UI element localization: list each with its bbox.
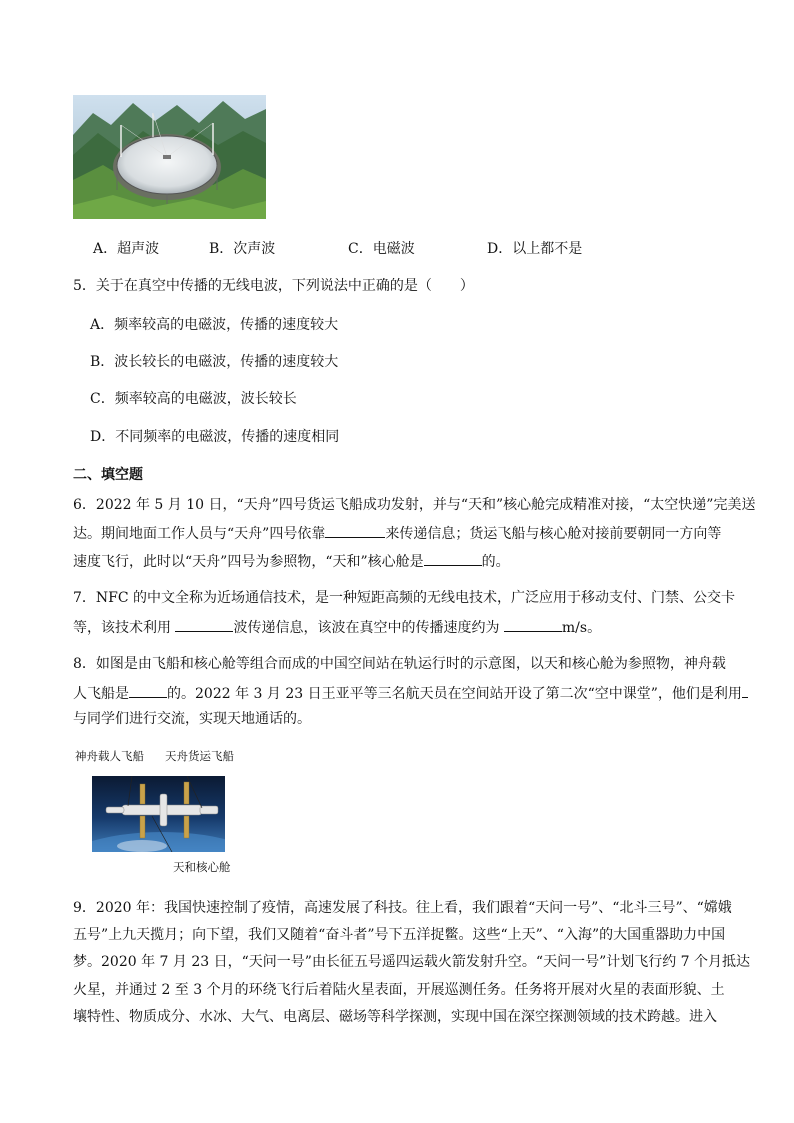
q5-option-c: C．频率较高的电磁波，波长较长 xyxy=(90,391,297,407)
q6-line-3-part-1: 速度飞行，此时以“天舟”四号为参照物，“天和”核心舱是 xyxy=(73,554,424,570)
q6-line-1: 6．2022 年 5 月 10 日，“天舟”四号货运飞船成功发射，并与“天和”核心舱完成精准对接，“太空快递”完美送 xyxy=(73,497,756,513)
q8-line-2-part-2: 的。2022 年 3 月 23 日王亚平等三名航天员在空间站开设了第二次“空中课堂”，他们是利用 xyxy=(167,686,742,702)
q7-blank-1[interactable] xyxy=(175,617,233,632)
q9-line-3: 梦。2020 年 7 月 23 日，“天问一号”由长征五号遥四运载火箭发射升空。“天问一号”计划飞行约 7 个月抵达 xyxy=(73,954,751,970)
q6-line-3-part-2: 的。 xyxy=(481,554,510,570)
figure-label-tianzhou: 天舟货运飞船 xyxy=(165,749,234,763)
q5-option-d: D．不同频率的电磁波，传播的速度相同 xyxy=(90,429,340,445)
q8-blank-1[interactable] xyxy=(129,683,167,698)
q8-line-2 xyxy=(73,683,748,703)
q6-line-2-part-1: 达。期间地面工作人员与“天舟”四号依靠 xyxy=(73,526,326,542)
figure-label-shenzhou: 神舟载人飞船 xyxy=(75,749,144,763)
fast-telescope-photo xyxy=(73,95,266,219)
q6-line-2-part-2: 来传递信息；货运飞船与核心舱对接前要朝同一方向等 xyxy=(385,526,722,542)
q6-blank-1[interactable] xyxy=(325,523,385,538)
q7-line-2-part-1: 等，该技术利用 xyxy=(73,620,176,636)
q4-option-d: D．以上都不是 xyxy=(487,241,583,257)
space-station-photo xyxy=(92,776,225,852)
q6-line-2 xyxy=(73,523,721,543)
q5-option-b: B．波长较长的电磁波，传播的速度较大 xyxy=(90,354,339,370)
q9-line-5: 壤特性、物质成分、水冰、大气、电离层、磁场等科学探测，实现中国在深空探测领域的技术跨越。进入 xyxy=(73,1009,717,1025)
q5-option-a: A．频率较高的电磁波，传播的速度较大 xyxy=(90,317,339,333)
figure-label-tianhe: 天和核心舱 xyxy=(173,860,231,874)
q9-line-4: 火星，并通过 2 至 3 个月的环绕飞行后着陆火星表面，开展巡测任务。任务将开展对火星的表面形貌、土 xyxy=(73,982,725,998)
q7-line-1: 7．NFC 的中文全称为近场通信技术，是一种短距高频的无线电技术，广泛应用于移动支付、门禁、公交卡 xyxy=(73,590,736,606)
q6-blank-2[interactable] xyxy=(424,551,482,566)
q8-blank-2[interactable] xyxy=(742,683,748,698)
section-heading-fill-in: 二、填空题 xyxy=(73,467,143,483)
q6-line-3 xyxy=(73,551,510,571)
q4-option-c: C．电磁波 xyxy=(348,241,415,257)
q9-line-2: 五号”上九天揽月；向下望，我们又随着“奋斗者”号下五洋捉鳖。这些“上天”、“入海”的大国重器助力中国 xyxy=(73,927,726,943)
q7-line-2-part-2: 波传递信息，该波在真空中的传播速度约为 xyxy=(233,620,504,636)
q7-line-2 xyxy=(73,617,601,637)
q8-line-1: 8．如图是由飞船和核心舱等组合而成的中国空间站在轨运行时的示意图，以天和核心舱为参照物，神舟载 xyxy=(73,656,726,672)
q7-line-2-part-3: m/s。 xyxy=(561,620,602,636)
q4-option-b: B．次声波 xyxy=(209,241,276,257)
q8-line-3: 与同学们进行交流，实现天地通话的。 xyxy=(73,711,311,727)
q8-line-2-part-1: 人飞船是 xyxy=(73,686,129,702)
q9-line-1: 9．2020 年：我国快速控制了疫情，高速发展了科技。往上看，我们跟着“天问一号”、“北斗三号”、“嫦娥 xyxy=(73,900,732,916)
q7-blank-2[interactable] xyxy=(504,617,562,632)
q5-stem: 5．关于在真空中传播的无线电波，下列说法中正确的是（ ） xyxy=(73,278,474,294)
q4-option-a: A．超声波 xyxy=(93,241,160,257)
